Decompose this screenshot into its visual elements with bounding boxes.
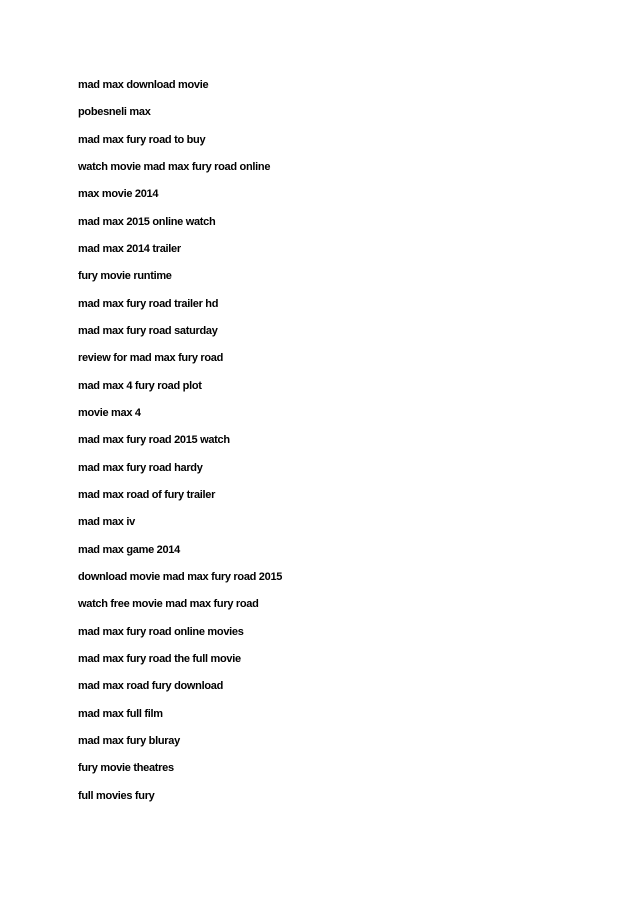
keyword-line: watch movie mad max fury road online (78, 160, 271, 173)
keyword-line: fury movie theatres (78, 762, 174, 775)
keyword-line: mad max road fury download (78, 680, 224, 693)
keyword-line: mad max fury bluray (78, 734, 180, 747)
keyword-line: mad max fury road the full movie (78, 652, 241, 665)
keyword-line: max movie 2014 (78, 188, 159, 201)
keyword-line: mad max fury road to buy (78, 133, 206, 146)
keyword-line: mad max iv (78, 516, 135, 529)
keyword-line: mad max 4 fury road plot (78, 379, 202, 392)
keyword-line: mad max fury road hardy (78, 461, 203, 474)
keyword-line: mad max 2014 trailer (78, 242, 181, 255)
keyword-line: mad max game 2014 (78, 543, 180, 556)
keyword-line: mad max fury road trailer hd (78, 297, 219, 310)
keyword-line: mad max download movie (78, 79, 209, 91)
keyword-line: mad max fury road 2015 watch (78, 434, 230, 447)
keyword-list (78, 76, 282, 814)
keyword-line: watch free movie mad max fury road (78, 598, 259, 611)
keyword-line: full movies fury (78, 789, 155, 802)
keyword-line: download movie mad max fury road 2015 (78, 570, 283, 583)
keyword-line: mad max 2015 online watch (78, 215, 216, 228)
keyword-line: mad max road of fury trailer (78, 488, 216, 501)
keyword-line: pobesneli max (78, 106, 151, 119)
keyword-line: mad max fury road online movies (78, 625, 244, 638)
keyword-line: movie max 4 (78, 406, 141, 419)
keyword-line: fury movie runtime (78, 270, 172, 283)
keyword-line: review for mad max fury road (78, 352, 224, 365)
keyword-line: mad max fury road saturday (78, 324, 218, 337)
keyword-line: mad max full film (78, 707, 163, 720)
